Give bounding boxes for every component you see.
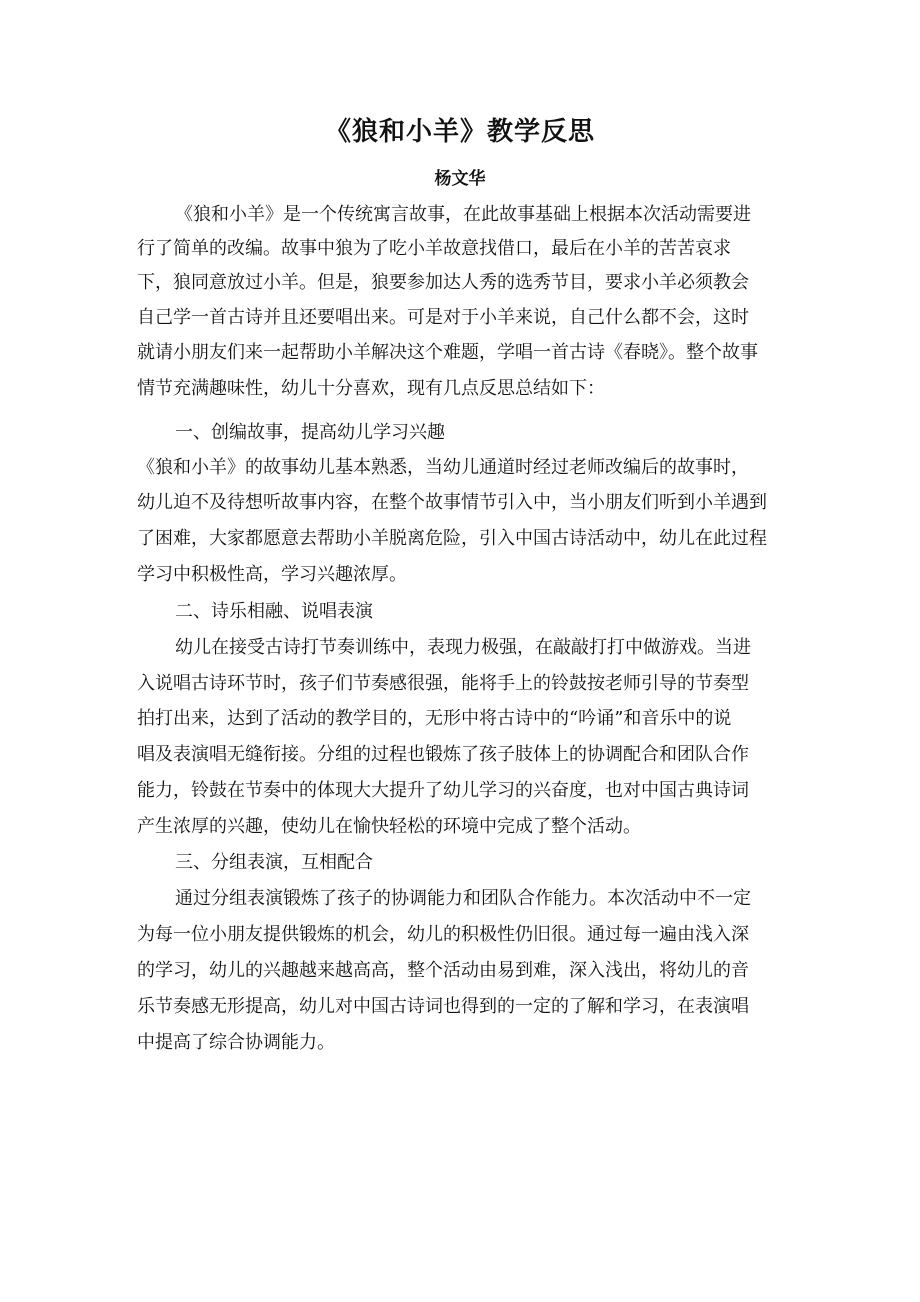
body-line: 幼儿迫不及待想听故事内容，在整个故事情节引入中，当小朋友们听到小羊遇到 bbox=[137, 492, 767, 513]
document-title: 《狼和小羊》教学反思 bbox=[324, 117, 595, 147]
body-line: 为每一位小朋友提供锻炼的机会，幼儿的积极性仍旧很。通过每一遍由浅入深 bbox=[137, 924, 749, 945]
body-line: 下，狼同意放过小羊。但是，狼要参加达人秀的选秀节目，要求小羊必须教会 bbox=[137, 272, 749, 293]
body-line: 乐节奏感无形提高，幼儿对中国古诗词也得到的一定的了解和学习，在表演唱 bbox=[137, 996, 749, 1017]
body-line: 通过分组表演锻炼了孩子的协调能力和团队合作能力。本次活动中不一定 bbox=[175, 888, 751, 909]
document-author: 杨文华 bbox=[434, 169, 486, 189]
body-line: 的学习，幼儿的兴趣越来越高高，整个活动由易到难，深入浅出，将幼儿的音 bbox=[137, 960, 749, 981]
body-line: 行了简单的改编。故事中狼为了吃小羊故意找借口，最后在小羊的苦苦哀求 bbox=[137, 238, 731, 259]
body-line: 唱及表演唱无缝衔接。分组的过程也锻炼了孩子肢体上的协调配合和团队合作 bbox=[137, 744, 749, 765]
section-heading: 一、创编故事，提高幼儿学习兴趣 bbox=[175, 422, 445, 443]
body-line: 中提高了综合协调能力。 bbox=[137, 1032, 335, 1053]
body-line: 学习中积极性高，学习兴趣浓厚。 bbox=[137, 564, 407, 585]
body-line: 《狼和小羊》是一个传统寓言故事，在此故事基础上根据本次活动需要进 bbox=[175, 204, 751, 225]
body-line: 《狼和小羊》的故事幼儿基本熟悉，当幼儿通道时经过老师改编后的故事时， bbox=[137, 457, 749, 478]
body-line: 了困难，大家都愿意去帮助小羊脱离危险，引入中国古诗活动中，幼儿在此过程 bbox=[137, 528, 767, 549]
body-line: 幼儿在接受古诗打节奏训练中，表现力极强，在敲敲打打中做游戏。当进 bbox=[175, 637, 751, 658]
body-line: 能力，铃鼓在节奏中的体现大大提升了幼儿学习的兴奋度，也对中国古典诗词 bbox=[137, 780, 749, 801]
body-line: 就请小朋友们来一起帮助小羊解决这个难题，学唱一首古诗《春晓》。整个故事 bbox=[137, 342, 758, 363]
body-line: 入说唱古诗环节时，孩子们节奏感很强，能将手上的铃鼓按老师引导的节奏型 bbox=[137, 673, 749, 694]
body-line: 拍打出来，达到了活动的教学目的，无形中将古诗中的“吟诵”和音乐中的说 bbox=[137, 708, 732, 729]
body-line: 产生浓厚的兴趣，使幼儿在愉快轻松的环境中完成了整个活动。 bbox=[137, 816, 641, 837]
body-line: 情节充满趣味性，幼儿十分喜欢，现有几点反思总结如下： bbox=[137, 378, 605, 399]
section-heading: 二、诗乐相融、说唱表演 bbox=[175, 601, 373, 622]
body-line: 自己学一首古诗并且还要唱出来。可是对于小羊来说，自己什么都不会，这时 bbox=[137, 307, 749, 328]
section-heading: 三、分组表演，互相配合 bbox=[175, 852, 373, 873]
